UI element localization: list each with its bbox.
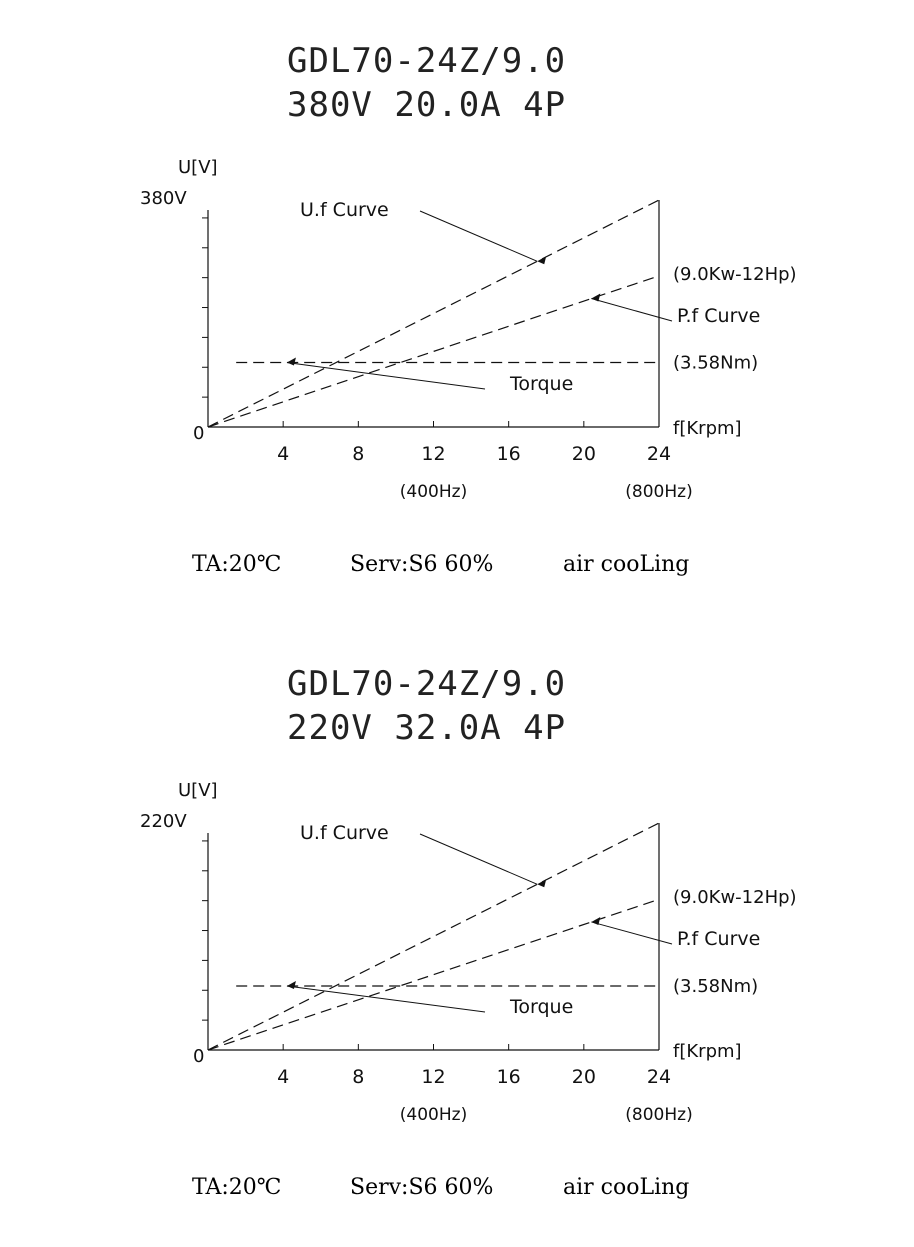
leader-line <box>591 299 672 321</box>
x-axis-label: f[Krpm] <box>673 418 742 439</box>
series-end-label: (3.58Nm) <box>673 976 759 998</box>
leader-line <box>287 362 485 389</box>
x-tick-label: 16 <box>496 1066 521 1088</box>
origin-label: 0 <box>193 423 205 444</box>
footer-cooling: air cooLing <box>563 1175 690 1200</box>
leader-arrowhead <box>537 879 546 887</box>
chart-panel-220v <box>0 623 914 1247</box>
series-label: Torque <box>510 373 574 395</box>
y-axis-label: U[V] <box>178 157 218 178</box>
x-frequency-label: (800Hz) <box>625 1105 693 1125</box>
x-tick-label: 4 <box>277 443 290 465</box>
footer-ambient-temp: TA:20℃ <box>192 552 282 577</box>
uf-chart-svg <box>0 0 914 540</box>
chart-title: GDL70-24Z/9.0 <box>287 664 567 704</box>
leader-arrowhead <box>287 357 296 365</box>
series-label: U.f Curve <box>300 822 389 844</box>
chart-panel-380v <box>0 0 914 623</box>
x-tick-label: 20 <box>571 443 596 465</box>
footer-service-duty: Serv:S6 60% <box>350 1175 494 1200</box>
leader-line <box>420 211 537 261</box>
y-max-label: 220V <box>140 811 187 832</box>
x-axis-label: f[Krpm] <box>673 1041 742 1062</box>
series-end-label: (9.0Kw-12Hp) <box>673 887 797 908</box>
x-frequency-label: (800Hz) <box>625 482 693 502</box>
chart-subtitle: 220V 32.0A 4P <box>287 708 567 748</box>
x-tick-label: 12 <box>421 443 446 465</box>
footer-cooling: air cooLing <box>563 552 690 577</box>
leader-arrowhead <box>537 256 546 264</box>
x-frequency-label: (400Hz) <box>399 1105 468 1125</box>
x-tick-label: 4 <box>277 1066 290 1088</box>
x-tick-label: 8 <box>352 443 365 465</box>
x-frequency-label: (400Hz) <box>399 482 468 502</box>
chart-title: GDL70-24Z/9.0 <box>287 41 567 81</box>
y-axis-label: U[V] <box>178 780 218 801</box>
series-label: P.f Curve <box>677 305 761 327</box>
footer-ambient-temp: TA:20℃ <box>192 1175 282 1200</box>
x-tick-label: 8 <box>352 1066 365 1088</box>
x-tick-label: 24 <box>646 443 672 465</box>
x-tick-label: 16 <box>496 443 521 465</box>
series-line <box>208 200 659 427</box>
leader-line <box>591 922 672 944</box>
x-tick-label: 24 <box>646 1066 672 1088</box>
leader-line <box>420 834 537 884</box>
series-label: U.f Curve <box>300 199 389 221</box>
series-end-label: (3.58Nm) <box>673 352 759 374</box>
y-max-label: 380V <box>140 188 187 209</box>
footer-service-duty: Serv:S6 60% <box>350 552 494 577</box>
chart-subtitle: 380V 20.0A 4P <box>287 85 567 125</box>
origin-label: 0 <box>193 1046 205 1067</box>
leader-arrowhead <box>287 981 296 989</box>
x-tick-label: 12 <box>421 1066 446 1088</box>
series-end-label: (9.0Kw-12Hp) <box>673 264 797 285</box>
uf-chart-svg <box>0 623 914 1163</box>
series-line <box>208 823 659 1050</box>
series-label: Torque <box>510 996 574 1018</box>
series-label: P.f Curve <box>677 928 761 950</box>
x-tick-label: 20 <box>571 1066 596 1088</box>
leader-line <box>287 986 485 1012</box>
